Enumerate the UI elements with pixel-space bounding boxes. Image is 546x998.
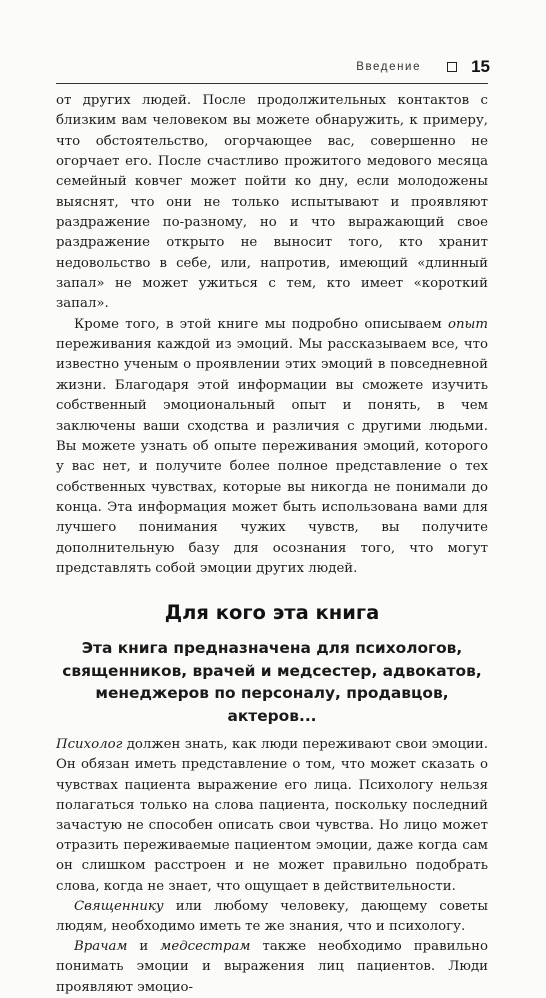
paragraph-text: переживания каждой из эмоций. Мы рассказываем все, что известно ученым о проявлении этих эмоций в повседневной жизни. Благодаря этой информации вы сможете изучить собственный эмоциональный опыт и понять, в чем заключены ваши сходства и различия с другими людьми. Вы можете узнать об опыте переживания эмоций, которого у вас нет, и получите более полное представление о тех собственных чувствах, которые вы никогда не понимали до конца. Эта информация может быть использована вами для лучшего понимания чужих чувств, вы получите дополнительную базу для осознания того, что могут представлять собой эмоции других людей. <box>56 337 488 576</box>
page-body <box>56 91 488 998</box>
emphasis-text: опыт <box>447 316 488 332</box>
paragraph-psychologist <box>56 735 488 897</box>
paragraph-priest <box>56 897 488 937</box>
emphasis-text: Психолог <box>56 737 123 753</box>
page-number: 15 <box>471 57 490 76</box>
header-rule <box>56 83 488 84</box>
emphasis-text: медсестрам <box>160 939 251 955</box>
paragraph-text: должен знать, как люди переживают свои эмоции. Он обязан иметь представление о том, что может сказать о чувствах пациента выражение его лица. Психологу нельзя полагаться только на слова пациента, поскольку последний зачастую не способен описать свои чувства. Но лицо может отразить переживаемые пациентом эмоции, даже когда сам он слишком расстроен и не может правильно подобрать слова, когда не знает, что ощущает в действительности. <box>56 737 488 894</box>
running-header <box>60 56 490 78</box>
paragraph-text: Кроме того, в этой книге мы подробно описываем <box>74 316 448 332</box>
paragraph-text: также необходимо правильно понимать эмоции и выражения лиц пациентов. Люди проявляют эмоцио- <box>56 939 488 995</box>
paragraph-doctors <box>56 937 488 998</box>
paragraph-text: или любому человеку, дающему советы людям, необходимо иметь те же знания, что и психологу. <box>56 898 488 935</box>
section-heading: Для кого эта книга <box>164 601 380 625</box>
square-bullet-icon <box>447 62 457 72</box>
section-subheading: Эта книга предназначена для психологов, священников, врачей и медсестер, адвокатов, менеджеров по персоналу, продавцов, актеров... <box>62 639 482 725</box>
emphasis-text: Врачам <box>74 939 128 955</box>
paragraph-intro-1: от других людей. После продолжительных контактов с близким вам человеком вы можете обнаружить, к примеру, что обстоятельство, огорчающее вас, совершенно не огорчает его. После счастливо прожитого медового месяца семейный ковчег может пойти ко дну, если молодожены выяснят, что они не только испытывают и проявляют раздражение по-разному, но и что выражающий свое раздражение открыто не выносит того, кто хранит недовольство в себе, или, напротив, имеющий «длинный запал» не может ужиться с тем, кто имеет «короткий запал». <box>56 93 488 312</box>
paragraph-intro-2 <box>56 315 488 579</box>
section-title: Введение <box>356 61 422 73</box>
paragraph-text: и <box>127 939 161 955</box>
emphasis-text: Священнику <box>74 898 164 914</box>
